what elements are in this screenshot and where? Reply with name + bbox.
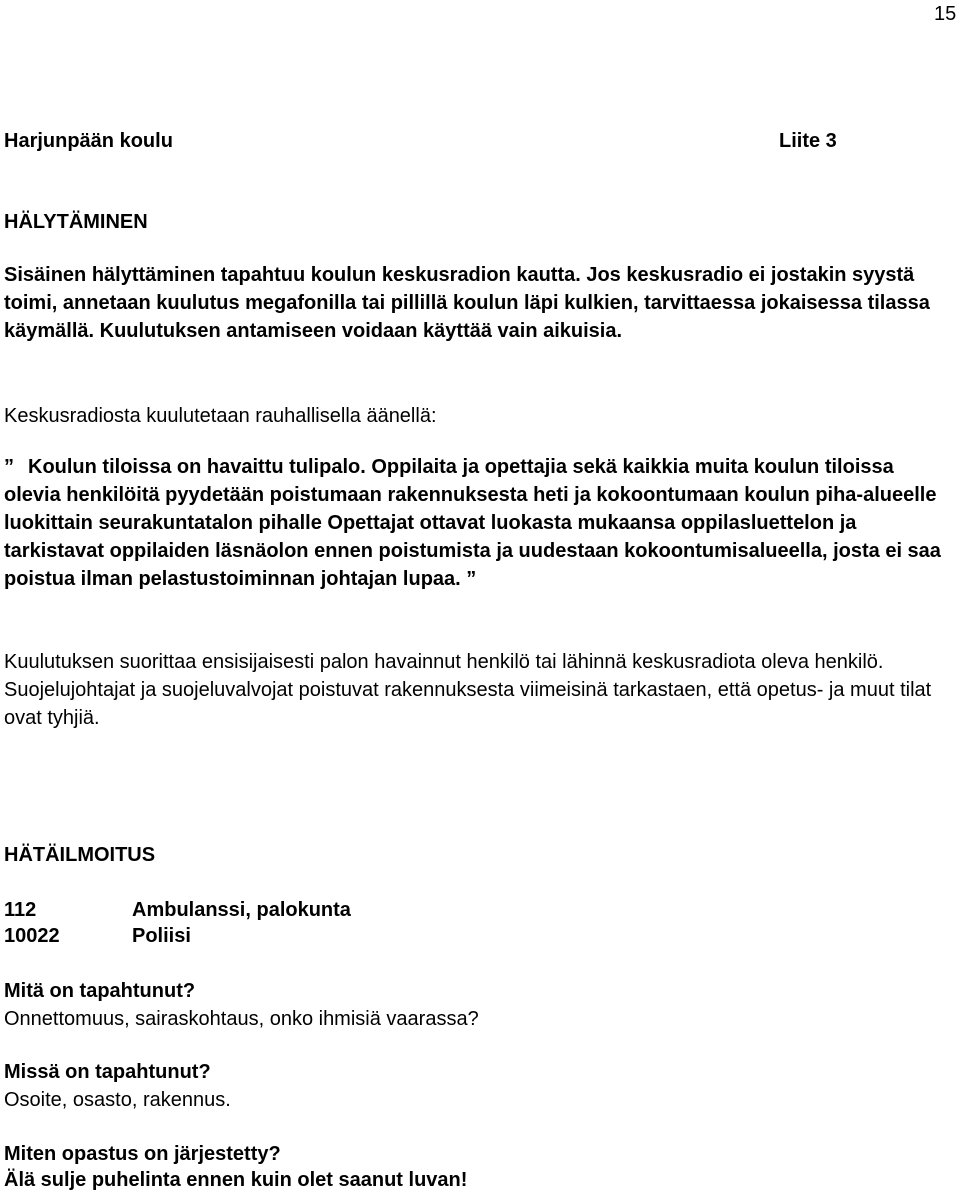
alarm-paragraph-1: Sisäinen hälyttäminen tapahtuu koulun keskusradion kautta. Jos keskusradio ei jostakin syystä toimi, annetaan kuulutus megafonilla tai pillillä koulun läpi kulkien, tarvittaessa jokaisessa tilassa käymällä. Kuulutuksen antamiseen voidaan käyttää vain aikuisia.	[4, 264, 930, 342]
alarm-paragraph-3: Kuulutuksen suorittaa ensisijaisesti palon havainnut henkilö tai lähinnä keskusradiota oleva henkilö. Suojelujohtajat ja suojeluvalvojat poistuvat rakennuksesta viimeisinä tarkastaen, että opetus- ja muut tilat ovat tyhjiä.	[4, 651, 932, 729]
question-where: Missä on tapahtunut?	[4, 1061, 211, 1083]
page-number: 15	[934, 3, 957, 25]
alarm-section-title: HÄLYTÄMINEN	[4, 211, 148, 233]
quote-close-mark: ”	[466, 568, 477, 590]
phone-number: 10022	[4, 925, 60, 947]
phone-row	[4, 922, 191, 950]
phone-number: 112	[4, 899, 37, 921]
answer-what: Onnettomuus, sairaskohtaus, onko ihmisiä vaarassa?	[4, 1008, 479, 1030]
announcement-quote	[4, 453, 954, 593]
quote-open-mark: ”	[4, 456, 14, 478]
answer-where: Osoite, osasto, rakennus.	[4, 1089, 231, 1111]
phone-label: Ambulanssi, palokunta	[132, 899, 351, 921]
question-guidance: Miten opastus on järjestetty?	[4, 1143, 281, 1165]
announcement-text: Koulun tiloissa on havaittu tulipalo. Oppilaita ja opettajia sekä kaikkia muita koulun tiloissa olevia henkilöitä pyydetään poistumaan rakennuksesta heti ja kokoontumaan koulun piha-alueelle luokittain seurakuntatalon pihalle Opettajat ottavat luokasta mukaansa oppilasluettelon ja tarkistavat oppilaiden läsnäolon ennen poistumista ja uudestaan kokoontumisalueella, josta ei saa poistua ilman pelastustoiminnan johtajan lupaa.	[4, 456, 941, 590]
question-what: Mitä on tapahtunut?	[4, 980, 196, 1002]
school-name: Harjunpään koulu	[4, 130, 173, 152]
answer-guidance: Älä sulje puhelinta ennen kuin olet saanut luvan!	[4, 1169, 468, 1191]
appendix-label: Liite 3	[779, 130, 837, 152]
phone-label: Poliisi	[132, 925, 191, 947]
phone-row	[4, 896, 351, 924]
alarm-paragraph-2: Keskusradiosta kuulutetaan rauhallisella äänellä:	[4, 405, 437, 427]
emergency-section-title: HÄTÄILMOITUS	[4, 844, 156, 866]
